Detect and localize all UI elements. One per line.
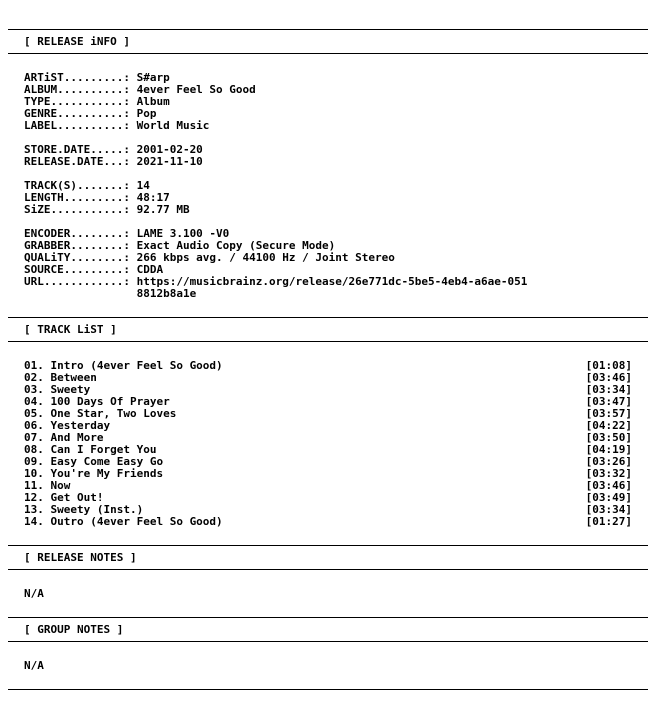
group-notes-header: [ GROUP NOTES ]: [24, 623, 124, 636]
store-date-line: STORE.DATE.....: 2001-02-20: [24, 143, 203, 156]
divider: [8, 317, 648, 318]
list-item: 04. 100 Days Of Prayer: [24, 395, 170, 408]
list-item: 06. Yesterday: [24, 419, 111, 432]
list-item: 05. One Star, Two Loves: [24, 407, 177, 420]
release-notes-header: [ RELEASE NOTES ]: [24, 551, 137, 564]
track-duration: [03:26]: [585, 455, 632, 468]
list-item: 02. Between: [24, 371, 97, 384]
track-duration: [03:34]: [585, 383, 632, 396]
track-duration: [03:57]: [585, 407, 632, 420]
divider: [8, 29, 648, 30]
divider: [8, 641, 648, 642]
divider: [8, 569, 648, 570]
list-item: 11. Now: [24, 479, 71, 492]
label-line: LABEL..........: World Music: [24, 119, 210, 132]
divider: [8, 617, 648, 618]
list-item: 14. Outro (4ever Feel So Good): [24, 515, 223, 528]
list-item: 13. Sweety (Inst.): [24, 503, 144, 516]
list-item: 10. You're My Friends: [24, 467, 164, 480]
release-info-header: [ RELEASE iNFO ]: [24, 35, 130, 48]
source-line: SOURCE.........: CDDA: [24, 263, 164, 276]
divider: [8, 689, 648, 690]
group-notes-text: N/A: [24, 659, 44, 672]
encoder-line: ENCODER........: LAME 3.100 -V0: [24, 227, 230, 240]
list-item: 08. Can I Forget You: [24, 443, 157, 456]
url-line-continued[interactable]: 8812b8a1e: [24, 287, 197, 300]
track-duration: [04:22]: [585, 419, 632, 432]
list-item: 09. Easy Come Easy Go: [24, 455, 164, 468]
divider: [8, 341, 648, 342]
type-line: TYPE...........: Album: [24, 95, 170, 108]
list-item: 07. And More: [24, 431, 104, 444]
genre-line: GENRE..........: Pop: [24, 107, 157, 120]
quality-line: QUALiTY........: 266 kbps avg. / 44100 Hz / Joint Stereo: [24, 251, 395, 264]
release-notes-text: N/A: [24, 587, 44, 600]
grabber-line: GRABBER........: Exact Audio Copy (Secure Mode): [24, 239, 336, 252]
track-duration: [03:49]: [585, 491, 632, 504]
size-line: SiZE...........: 92.77 MB: [24, 203, 190, 216]
track-duration: [03:34]: [585, 503, 632, 516]
divider: [8, 53, 648, 54]
track-duration: [03:50]: [585, 431, 632, 444]
track-list-header: [ TRACK LiST ]: [24, 323, 117, 336]
list-item: 03. Sweety: [24, 383, 91, 396]
release-date-line: RELEASE.DATE...: 2021-11-10: [24, 155, 203, 168]
url-line[interactable]: URL............: https://musicbrainz.org/release/26e771dc-5be5-4eb4-a6ae-051: [24, 275, 528, 288]
artist-line: ARTiST.........: S#arp: [24, 71, 170, 84]
list-item: 01. Intro (4ever Feel So Good): [24, 359, 223, 372]
album-line: ALBUM..........: 4ever Feel So Good: [24, 83, 256, 96]
track-duration: [01:27]: [585, 515, 632, 528]
length-line: LENGTH.........: 48:17: [24, 191, 170, 204]
track-duration: [04:19]: [585, 443, 632, 456]
track-duration: [03:46]: [585, 371, 632, 384]
track-duration: [03:47]: [585, 395, 632, 408]
track-duration: [03:32]: [585, 467, 632, 480]
track-duration: [03:46]: [585, 479, 632, 492]
divider: [8, 545, 648, 546]
list-item: 12. Get Out!: [24, 491, 104, 504]
tracks-count-line: TRACK(S).......: 14: [24, 179, 150, 192]
track-duration: [01:08]: [585, 359, 632, 372]
